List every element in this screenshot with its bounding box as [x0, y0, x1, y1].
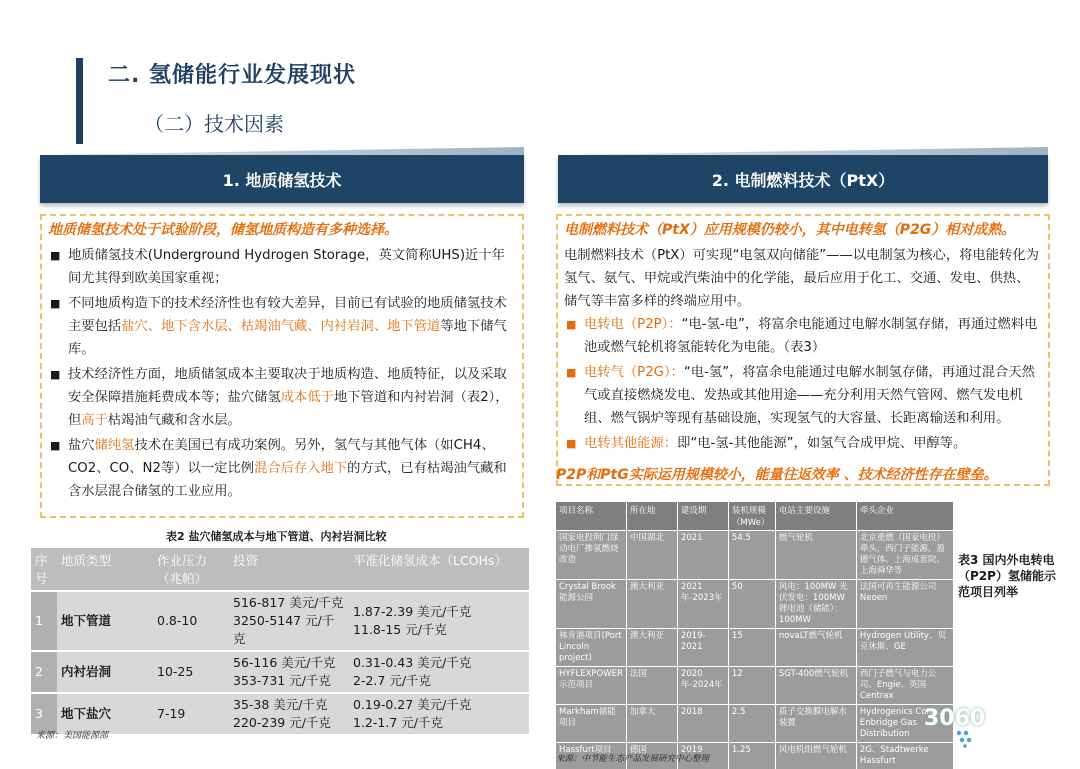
square-bullet-icon: ■ — [566, 432, 576, 455]
table2-caption: 表2 盐穴储氢成本与地下管道、内衬岩洞比较 — [166, 528, 386, 544]
geo-bullet-3: ■ 技术经济性方面，地质储氢成本主要取决于地质构造、地质特征，以及采取安全保障措施耗费成本等；盐穴储氢成本低于地下管道和内衬岩洞（表2），但高于枯竭油气藏和含水层。 — [48, 363, 516, 432]
table-row: 2 内衬岩洞 10-25 56-116 美元/千克 353-731 元/千克 0.31-0.43 美元/千克 2-2.7 元/千克 — [31, 651, 529, 693]
table-row: Crystal Brook能源公园 澳大利亚 2021年-2023年 50 风电：100MW 光伏发电：100MW 锂电池（储能）：100MW 法国可再生能源公司Neoen — [556, 580, 954, 629]
section-banner-ptx: 2. 电制燃料技术（PtX） — [558, 155, 1048, 203]
table-header-row: 项目名称 所在地 建设期 装机规模（MWe） 电站主要设施 牵头企业 — [556, 502, 954, 531]
table-row: HYFLEXPOWER示范项目 法国 2020年-2024年 12 SGT-400燃气轮机 西门子燃气与电力公司、Engie、英国Centrax — [556, 667, 954, 705]
col-header-lcohs: 平准化储氢成本（LCOHs） — [349, 548, 529, 591]
col-header-pressure: 作业压力（兆帕） — [153, 548, 229, 591]
square-bullet-icon: ■ — [50, 363, 60, 386]
geological-lead: 地质储氢技术处于试验阶段，储氢地质构造有多种选择。 — [48, 220, 516, 240]
table3-caption: 表3 国内外电转电（P2P）氢储能示范项目列举 — [958, 552, 1058, 600]
ptx-bullet-other: ■ 电转其他能源：即“电-氢-其他能源”，如氢气合成甲烷、甲醇等。 — [564, 432, 1042, 455]
square-bullet-icon: ■ — [50, 244, 60, 267]
table-row: 3 地下盐穴 7-19 35-38 美元/千克 220-239 元/千克 0.19-0.27 美元/千克 1.2-1.7 元/千克 — [31, 693, 529, 734]
geo-bullet-1: ■ 地质储氢技术(Underground Hydrogen Storage，英文简称UHS)近十年间尤其得到欧美国家重视； — [48, 244, 516, 290]
table-row: 林肯港项目(Port Lincoln project) 澳大利亚 2019-2021 15 novaLT燃气轮机 Hydrogen Utility、贝克休斯、GE — [556, 629, 954, 667]
square-bullet-icon: ■ — [566, 313, 576, 336]
salt-cavern-cost-table — [31, 548, 529, 734]
square-bullet-icon: ■ — [50, 292, 60, 315]
col-header-no: 序号 — [31, 548, 57, 591]
square-bullet-icon: ■ — [566, 361, 576, 384]
p2p-projects-table — [556, 502, 954, 769]
table2-source: 来源：美国能源部 — [36, 728, 108, 741]
ptx-lead: 电制燃料技术（PtX）应用规模仍较小，其中电转氢（P2G）相对成熟。 — [564, 220, 1042, 240]
watermark-3060: 3060 — [924, 706, 985, 731]
geo-bullet-2: ■ 不同地质构造下的技术经济性也有较大差异，目前已有试验的地质储氢技术主要包括盐穴、地下含水层、枯竭油气藏、内衬岩洞、地下管道等地下储气库。 — [48, 292, 516, 361]
table-row: Markham储能项目 加拿大 2018 2.5 质子交换膜电解水装置 Hydrogenics Corp.、Enbridge Gas Distribution — [556, 705, 954, 743]
title-accent-bar — [76, 58, 83, 144]
square-bullet-icon: ■ — [50, 434, 60, 457]
table3-source: 来源：中节能生态产品发展研究中心整理 — [556, 752, 709, 764]
ptx-bullet-p2p: ■ 电转电（P2P）：“电-氢-电”，将富余电能通过电解水制氢存储，再通过燃料电池或燃气轮机将氢能转化为电能。（表3） — [564, 313, 1042, 359]
ptx-box — [556, 214, 1050, 486]
table-row: 1 地下管道 0.8-10 516-817 美元/千克 3250-5147 元/千克 1.87-2.39 美元/千克 11.8-15 元/千克 — [31, 591, 529, 651]
table-header-row — [31, 548, 529, 591]
section-banner-geological-storage: 1. 地质储氢技术 — [40, 155, 524, 203]
ptx-bullet-p2g: ■ 电转气（P2G）：“电-氢”，将富余电能通过电解水制氢存储，再通过混合天然气或直接燃烧发电、发热或其他用途——充分利用天然气管网、燃气发电机组、燃气锅炉等现有基础设施，实现氢气的大容量、长距离输送和利用。 — [564, 361, 1042, 430]
col-header-investment: 投资 — [229, 548, 349, 591]
geological-storage-box — [40, 214, 524, 518]
watermark-dots-icon — [956, 730, 978, 748]
page-subtitle: （二）技术因素 — [144, 108, 284, 137]
ptx-bottom-note: P2P和PtG实际运用规模较小，能量往返效率 、技术经济性存在壁垒。 — [556, 464, 998, 484]
geo-bullet-4: ■ 盐穴储纯氢技术在美国已有成功案例。另外，氢气与其他气体（如CH4、CO2、CO、N2等）以一定比例混合后存入地下的方式，已有枯竭油气藏和含水层混合储氢的工业应用。 — [48, 434, 516, 503]
table-row: 国家电投荆门绿动电厂掺氢燃烧改造 中国湖北 2021 54.5 燃气轮机 北京重燃（国家电投）牵头，西门子能源、盈德气体、上海成套院、上海舜华等 — [556, 531, 954, 580]
col-header-type: 地质类型 — [57, 548, 153, 591]
ptx-intro: 电制燃料技术（PtX）可实现“电氢双向储能”——以电制氢为核心，将电能转化为氢气、氨气、甲烷或汽柴油中的化学能，最后应用于化工、交通、发电、供热、储气等丰富多样的终端应用中。 — [564, 244, 1042, 313]
table-row: Hassfurt项目 德国 2019 1.25 风电机组燃气轮机 2G、Stadtwerke Hassfurt — [556, 743, 954, 769]
page-title: 二. 氢储能行业发展现状 — [108, 58, 356, 89]
